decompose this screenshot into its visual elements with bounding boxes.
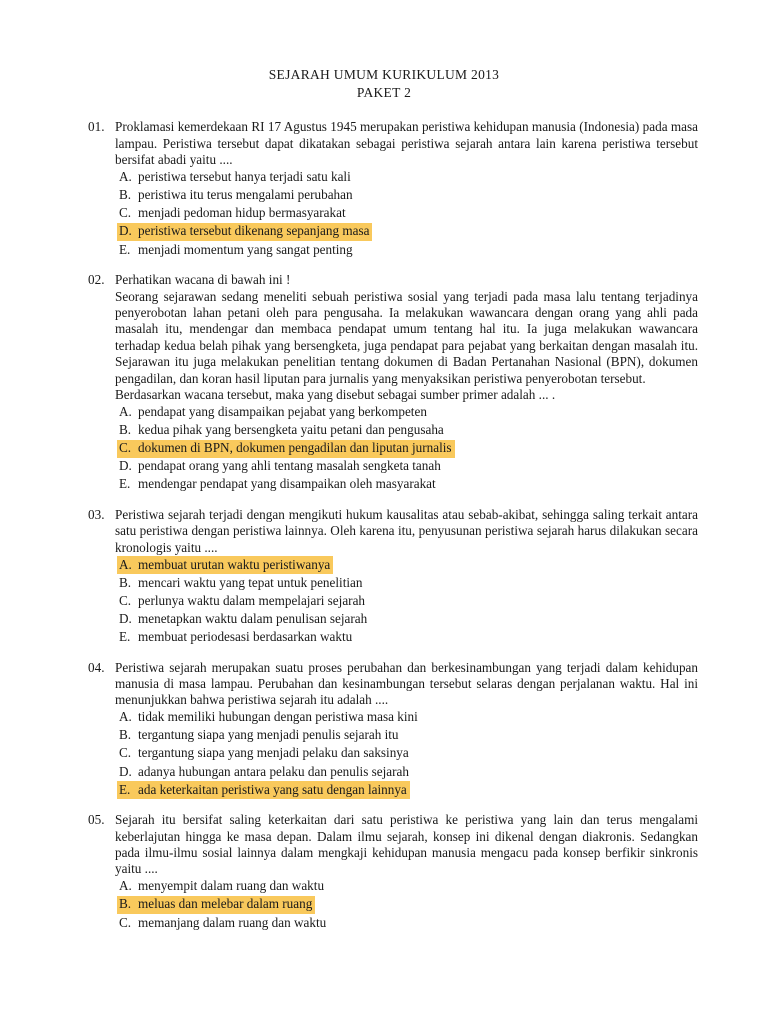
option-letter: C.	[119, 592, 132, 608]
question-stem: Proklamasi kemerdekaan RI 17 Agustus 1945 merupakan peristiwa kehidupan manusia (Indonesia) pada masa lampau. Peristiwa tersebut dapat dikatakan sebagai peristiwa sejarah antara lain karena peristiwa tersebut bersifat abadi yaitu ....	[115, 119, 698, 168]
option-letter: C.	[119, 205, 132, 221]
option-item[interactable]	[117, 241, 698, 259]
option-letter: A.	[119, 169, 132, 185]
option-item[interactable]	[117, 403, 698, 421]
option-letter: B.	[119, 896, 132, 912]
option-item[interactable]	[117, 205, 698, 223]
question-number: 03.	[88, 506, 105, 522]
option-letter: C.	[119, 914, 132, 930]
option-item[interactable]	[117, 187, 698, 205]
question-item	[88, 660, 698, 800]
option-item-highlighted[interactable]	[117, 440, 698, 458]
option-item[interactable]	[117, 169, 698, 187]
option-text: peristiwa tersebut dikenang sepanjang masa	[138, 223, 370, 239]
option-item[interactable]	[117, 878, 698, 896]
option-text: perlunya waktu dalam mempelajari sejarah	[138, 592, 366, 608]
option-text: pendapat orang yang ahli tentang masalah sengketa tanah	[138, 458, 441, 474]
option-list	[88, 878, 698, 932]
question-number: 05.	[88, 812, 105, 828]
questions-container	[0, 119, 768, 932]
option-item-highlighted[interactable]	[117, 781, 698, 799]
option-text: menjadi momentum yang sangat penting	[138, 241, 353, 257]
option-item[interactable]	[117, 592, 698, 610]
option-text: tidak memiliki hubungan dengan peristiwa masa kini	[138, 709, 418, 725]
option-letter: D.	[119, 458, 132, 474]
option-text: tergantung siapa yang menjadi pelaku dan saksinya	[138, 745, 409, 761]
option-item[interactable]	[117, 745, 698, 763]
option-text: menetapkan waktu dalam penulisan sejarah	[138, 610, 368, 626]
question-prompt: Berdasarkan wacana tersebut, maka yang disebut sebagai sumber primer adalah ... .	[115, 386, 556, 402]
option-item[interactable]	[117, 914, 698, 932]
option-letter: A.	[119, 556, 132, 572]
option-letter: E.	[119, 628, 131, 644]
option-text: peristiwa itu terus mengalami perubahan	[138, 187, 353, 203]
option-text: tergantung siapa yang menjadi penulis sejarah itu	[138, 727, 399, 743]
question-head	[88, 507, 698, 556]
option-letter: A.	[119, 878, 132, 894]
question-head	[88, 272, 698, 403]
option-letter: B.	[119, 727, 132, 743]
option-letter: D.	[119, 763, 132, 779]
option-letter: D.	[119, 610, 132, 626]
option-letter: C.	[119, 440, 132, 456]
option-text: pendapat yang disampaikan pejabat yang berkompeten	[138, 403, 427, 419]
option-text: ada keterkaitan peristiwa yang satu dengan lainnya	[138, 781, 407, 797]
question-stem: Peristiwa sejarah terjadi dengan mengikuti hukum kausalitas atau sebab-akibat, sehingga saling terkait antara satu peristiwa dengan peristiwa lainnya. Oleh karena itu, penyusunan peristiwa sejarah harus dilakukan secara kronologis yaitu ....	[115, 506, 698, 555]
option-item-highlighted[interactable]	[117, 896, 698, 914]
option-letter: E.	[119, 476, 131, 492]
question-passage: Seorang sejarawan sedang meneliti sebuah peristiwa sosial yang terjadi pada masa lalu tentang terjadinya penyerobotan lahan petani oleh para pengusaha. Ia melakukan wawancara dengan orang yang ahli pada masalah itu, mendengar dan membaca pendapat umum tentang hal itu. Ia juga melakukan wawancara terhadap kedua belah pihak yang bersengketa, juga pendapat para pejabat yang berkaitan dengan masalah itu. Sejarawan itu juga melakukan penelitian tentang dokumen di Badan Pertanahan Nasional (BPN), dokumen pengadilan, dan koran hasil liputan para jurnalis yang menyaksikan peristiwa penyerobotan tersebut.	[115, 288, 698, 386]
question-stem: Perhatikan wacana di bawah ini !	[115, 272, 291, 288]
option-letter: A.	[119, 403, 132, 419]
option-text: menjadi pedoman hidup bermasyarakat	[138, 205, 346, 221]
option-text: memanjang dalam ruang dan waktu	[138, 914, 327, 930]
question-head	[88, 812, 698, 878]
question-number: 02.	[88, 272, 105, 288]
option-list	[88, 169, 698, 259]
question-number: 01.	[88, 119, 105, 135]
option-text: mencari waktu yang tepat untuk penelitian	[138, 574, 363, 590]
option-text: kedua pihak yang bersengketa yaitu petani dan pengusaha	[138, 421, 444, 437]
option-letter: A.	[119, 709, 132, 725]
option-letter: C.	[119, 745, 132, 761]
option-text: menyempit dalam ruang dan waktu	[138, 878, 325, 894]
option-letter: E.	[119, 781, 131, 797]
document-title: SEJARAH UMUM KURIKULUM 2013	[268, 67, 500, 82]
question-stem: Sejarah itu bersifat saling keterkaitan dari satu peristiwa ke peristiwa yang lain dan terus mengalami keberlajutan hingga ke masa depan. Dalam ilmu sejarah, konsep ini dikenal dengan diakronis. Sedangkan pada ilmu-ilmu sosial lainnya dalam mengkaji kehidupan manusia mengacu pada konsep berfikir sinkronis yaitu ....	[115, 812, 698, 877]
option-text: membuat urutan waktu peristiwanya	[138, 556, 331, 572]
option-item-highlighted[interactable]	[117, 556, 698, 574]
option-text: membuat periodesasi berdasarkan waktu	[138, 628, 353, 644]
option-text: dokumen di BPN, dokumen pengadilan dan liputan jurnalis	[138, 440, 452, 456]
option-text: meluas dan melebar dalam ruang	[138, 896, 313, 912]
question-head	[88, 119, 698, 168]
option-letter: E.	[119, 241, 131, 257]
option-letter: D.	[119, 223, 132, 239]
option-item[interactable]	[117, 709, 698, 727]
option-item[interactable]	[117, 727, 698, 745]
question-item	[88, 507, 698, 647]
option-text: adanya hubungan antara pelaku dan penulis sejarah	[138, 763, 409, 779]
question-stem: Peristiwa sejarah merupakan suatu proses perubahan dan berkesinambungan yang terjadi dalam kehidupan manusia di masa lampau. Perubahan dan kesinambungan tersebut selaras dengan perjalanan waktu. Hal ini menunjukkan bahwa peristiwa sejarah itu adalah ....	[115, 659, 698, 708]
document-subtitle: PAKET 2	[356, 85, 412, 101]
option-item[interactable]	[117, 476, 698, 494]
option-letter: B.	[119, 421, 132, 437]
option-text: mendengar pendapat yang disampaikan oleh masyarakat	[138, 476, 436, 492]
question-item	[88, 272, 698, 494]
option-letter: B.	[119, 574, 132, 590]
question-item	[88, 119, 698, 259]
question-head	[88, 660, 698, 709]
option-item[interactable]	[117, 610, 698, 628]
option-text: peristiwa tersebut hanya terjadi satu kali	[138, 169, 351, 185]
question-item	[88, 812, 698, 932]
option-list	[88, 556, 698, 646]
option-list	[88, 709, 698, 799]
option-item[interactable]	[117, 458, 698, 476]
option-item-highlighted[interactable]	[117, 223, 698, 241]
option-letter: B.	[119, 187, 132, 203]
option-item[interactable]	[117, 574, 698, 592]
option-item[interactable]	[117, 421, 698, 439]
option-list	[88, 403, 698, 493]
question-number: 04.	[88, 659, 105, 675]
option-item[interactable]	[117, 763, 698, 781]
document-header	[0, 66, 768, 102]
option-item[interactable]	[117, 628, 698, 646]
